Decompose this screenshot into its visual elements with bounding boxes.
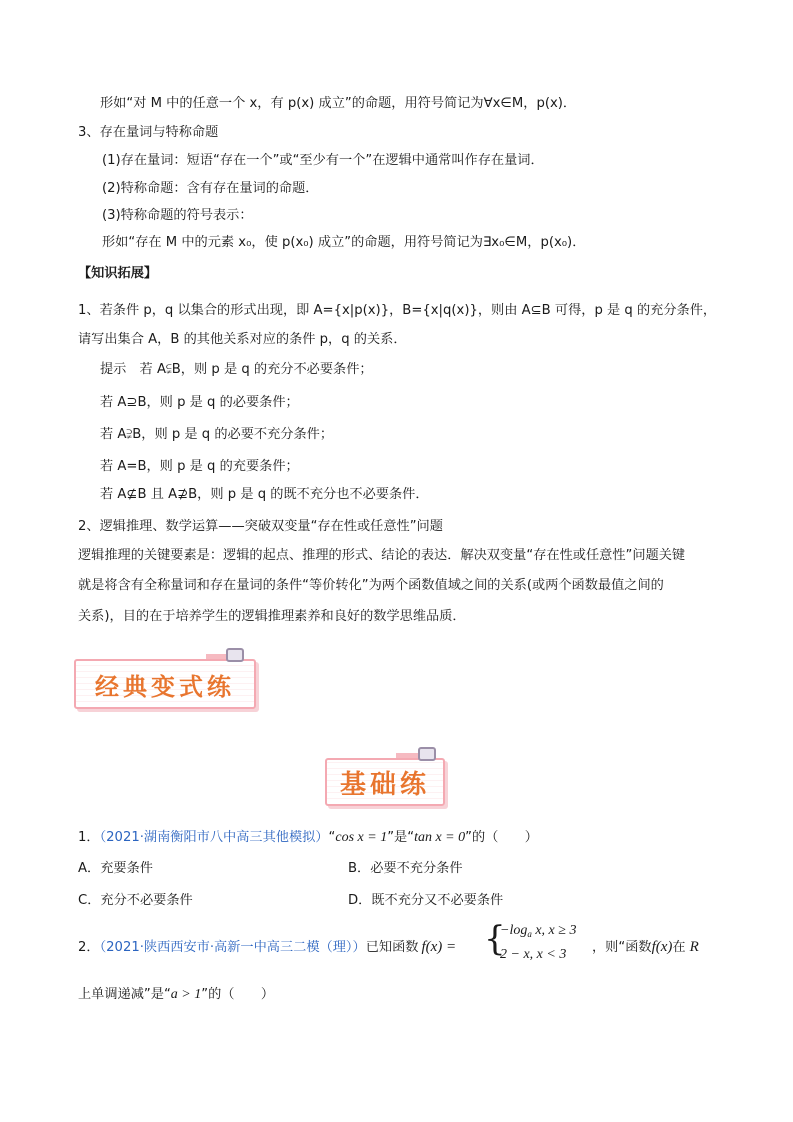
function-f-of-x: f(x) = (421, 939, 457, 955)
expansion-p1-line1: 1、若条件 p，q 以集合的形式出现，即 A={x|p(x)}，B={x|q(x)}，则由 A⊆B 可得，p 是 q 的充分条件， (78, 303, 717, 318)
question-2-line2-b: ”的（ ） (201, 987, 275, 1002)
option-d: D．既不充分又不必要条件 (348, 893, 504, 908)
existential-quantifier-def: (1)存在量词：短语“存在一个”或“至少有一个”在逻辑中通常叫作存在量词． (102, 153, 544, 168)
condition-a-gt-1: a > 1 (170, 987, 202, 1002)
expansion-p1-line2: 请写出集合 A，B 的其他关系对应的条件 p，q 的关系． (78, 332, 407, 347)
question-2-text-c: 在 (672, 940, 686, 955)
paperclip-icon (418, 747, 436, 761)
piecewise-case-2: 2 − x, x < 3 (500, 947, 567, 962)
question-1-source: （2021·湖南衡阳市八中高三其他模拟） (99, 830, 329, 845)
question-2-source: （2021·陕西西安市·高新一中高三二模（理）） (99, 940, 366, 955)
question-2-line2-a: 上单调递减”是“ (78, 987, 171, 1002)
universal-notation-line: 形如“对 M 中的任意一个 x，有 p(x) 成立”的命题，用符号简记为∀x∈M，p(x)． (100, 96, 577, 111)
expr-cos-x-eq-1: cos x = 1 (335, 830, 388, 845)
piecewise-brace: { (484, 919, 506, 959)
hint-line-2: 若 A⊇B，则 p 是 q 的必要条件； (100, 395, 299, 410)
paperclip-icon (226, 648, 244, 662)
particular-proposition-def: (2)特称命题：含有存在量词的命题． (102, 181, 319, 196)
question-2-number: 2． (78, 940, 100, 955)
badge-tape-decoration (396, 753, 418, 760)
option-a: A．充要条件 (78, 861, 153, 876)
classic-practice-label: 经典变式练 (95, 671, 235, 701)
question-2-stem-part2 (592, 938, 699, 957)
classic-practice-badge (74, 659, 256, 709)
basic-practice-badge (325, 758, 445, 806)
question-2-text-b: ，则“函数 (592, 940, 652, 955)
badge-tape-decoration (206, 654, 228, 661)
question-2-text: 已知函数 (365, 940, 419, 955)
log-base: a (527, 929, 532, 939)
real-numbers-R: R (689, 939, 699, 955)
quote-open: “ (328, 830, 336, 845)
question-1-number: 1． (78, 830, 100, 845)
expansion-p2-line2: 就是将含有全称量词和存在量词的条件“等价转化”为两个函数值域之间的关系(或两个函数最值之间的 (78, 578, 664, 593)
option-c: C．充分不必要条件 (78, 893, 193, 908)
function-f-of-x-2: f(x) (651, 939, 673, 955)
quote-close: ”的（ ） (465, 830, 538, 845)
section-3-title: 3、存在量词与特称命题 (78, 125, 219, 140)
piecewise-case-1 (500, 922, 576, 943)
case-1-log: −log (500, 923, 528, 938)
question-2-stem-part1 (78, 938, 456, 957)
basic-practice-label: 基础练 (339, 769, 430, 800)
hint-line-3: 若 A⫌B，则 p 是 q 的必要不充分条件； (100, 427, 334, 442)
existential-notation-line: 形如“存在 M 中的元素 x₀，使 p(x₀) 成立”的命题，用符号简记为∃x₀∈M，p(x₀)． (102, 235, 586, 250)
hint-line-1: 提示 若 A⫋B，则 p 是 q 的充分不必要条件； (100, 362, 373, 377)
expansion-p2-title: 2、逻辑推理、数学运算——突破双变量“存在性或任意性”问题 (78, 519, 443, 534)
knowledge-expansion-heading: 【知识拓展】 (78, 266, 158, 281)
option-b: B．必要不充分条件 (348, 861, 463, 876)
expansion-p2-line3: 关系)，目的在于培养学生的逻辑推理素养和良好的数学思维品质． (78, 609, 466, 624)
question-1-stem (78, 829, 538, 847)
hint-line-4: 若 A=B，则 p 是 q 的充要条件； (100, 459, 299, 474)
question-2-stem-line2 (78, 986, 274, 1004)
quote-mid: ”是“ (387, 830, 415, 845)
hint-line-5: 若 A⊈B 且 A⊉B，则 p 是 q 的既不充分也不必要条件． (100, 487, 429, 502)
expansion-p2-line1: 逻辑推理的关键要素是：逻辑的起点、推理的形式、结论的表达．解决双变量“存在性或任意性”问题关键 (78, 548, 686, 563)
expr-tan-x-eq-0: tan x = 0 (414, 830, 466, 845)
particular-proposition-notation-title: (3)特称命题的符号表示： (102, 208, 253, 223)
case-1-condition: x, x ≥ 3 (531, 923, 577, 938)
